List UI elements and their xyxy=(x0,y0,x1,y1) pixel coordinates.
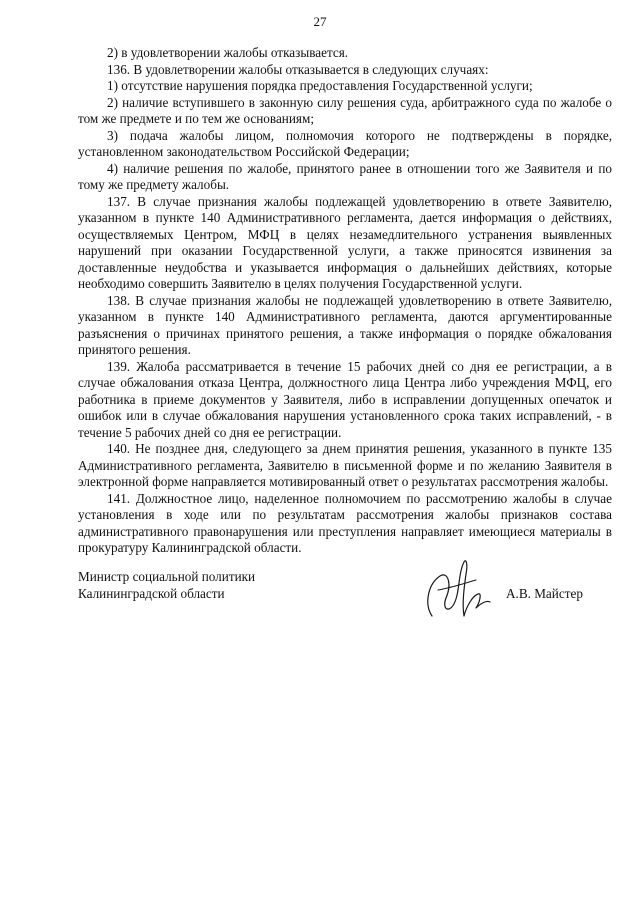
paragraph: 2) наличие вступившего в законную силу решения суда, арбитражного суда по жалобе о том же предмете и по тем же основаниям; xyxy=(78,94,612,126)
paragraph: 139. Жалоба рассматривается в течение 15 рабочих дней со дня ее регистрации, а в случае обжалования отказа Центра, должностного лица Центра либо учреждения МФЦ, его работника в приеме документов у Заявителя, либо в исправлении допущенных опечаток и ошибок или в случае обжалования нарушения установленного срока таких исправлений, - в течение 5 рабочих дней со дня ее регистрации. xyxy=(78,358,612,440)
paragraph: 3) подача жалобы лицом, полномочия которого не подтверждены в порядке, установленном законодательством Российской Федерации; xyxy=(78,127,612,159)
signer-position-line: Министр социальной политики xyxy=(78,569,256,584)
document-body xyxy=(78,45,612,557)
paragraph: 2) в удовлетворении жалобы отказывается. xyxy=(107,45,349,60)
paragraph: 137. В случае признания жалобы подлежащей удовлетворению в ответе Заявителю, указанном в пункте 140 Административного регламента, дается информация о действиях, осуществляемых Центром, МФЦ в целях незамедлительного устранения выявленных нарушений при оказании Государственной услуги, а также приносятся извинения за доставленные неудобства и указывается информация о дальнейших действиях, которые необходимо совершить Заявителю в целях получения Государственной услуги. xyxy=(78,193,612,291)
signer-position xyxy=(78,569,255,602)
paragraph: 141. Должностное лицо, наделенное полномочием по рассмотрению жалобы в случае установления в ходе или по результатам рассмотрения жалобы признаков состава административного правонарушения или преступления направляет имеющиеся материалы в прокуратуру Калининградской области. xyxy=(78,490,612,555)
signer-name: А.В. Майстер xyxy=(506,586,583,601)
page-number: 27 xyxy=(313,14,327,29)
paragraph: 138. В случае признания жалобы не подлежащей удовлетворению в ответе Заявителю, указанном в пункте 140 Административного регламента, даются аргументированные разъяснения о причинах принятого решения, а также информация о порядке обжалования принятого решения. xyxy=(78,292,612,357)
signature-block xyxy=(78,569,612,649)
signer-position-line: Калининградской области xyxy=(78,585,225,601)
paragraph: 1) отсутствие нарушения порядка предоставления Государственной услуги; xyxy=(107,78,533,93)
paragraph: 136. В удовлетворении жалобы отказывается в следующих случаях: xyxy=(107,61,489,77)
handwritten-signature xyxy=(418,554,498,629)
paragraph: 140. Не позднее дня, следующего за днем принятия решения, указанного в пункте 135 Административного регламента, Заявителю в письменной форме и по желанию Заявителя в электронной форме направляется мотивированный ответ о результатах рассмотрения жалобы. xyxy=(78,441,612,489)
paragraph: 4) наличие решения по жалобе, принятого ранее в отношении того же Заявителя и по тому же предмету жалобы. xyxy=(78,160,612,192)
